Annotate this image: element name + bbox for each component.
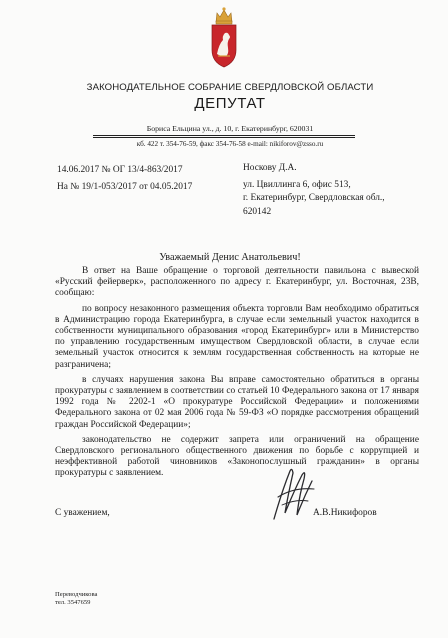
recipient-block bbox=[243, 162, 433, 219]
salutation: Уважаемый Денис Анатольевич! bbox=[159, 252, 301, 263]
body-paragraph: в случаях нарушения закона Вы вправе самостоятельно обратиться в органы прокуратуры с заявлением в соответствии со статьей 10 Федерального закона от 17 января 1992 года № 2202-1 «О прокуратуре Российской Федерации» и положениями Федерального закона от 02 мая 2006 года № 59-ФЗ «О порядке рассмотрения обращений граждан Российской Федерации»; bbox=[55, 374, 419, 430]
body-paragraph: В ответ на Ваше обращение о торговой деятельности павильона с вывеской «Русский фейерверк», расположенного по адресу г. Екатеринбург, ул. Восточная, 23В, сообщаю: bbox=[55, 266, 419, 299]
document-title: ДЕПУТАТ bbox=[194, 95, 266, 112]
registration-block bbox=[57, 162, 192, 196]
signer-name: А.В.Никифоров bbox=[313, 508, 377, 518]
sender-contacts: кб. 422 т. 354-76-59, факс 354-76-58 e-mail: nikiforov@zsso.ru bbox=[136, 140, 324, 148]
body-paragraph: по вопросу незаконного размещения объекта торговли Вам необходимо обратиться в Администрацию города Екатеринбурга, в случае если земельный участок находится в собственности муниципального образования «город Екатеринбург» или в Министерство по управлению государственным имуществом Свердловской области, в случае если земельный участок относится к землям государственная собственность на которые не разграничена; bbox=[55, 303, 419, 370]
header-divider bbox=[93, 135, 355, 136]
executor-name: Переводчикова bbox=[55, 591, 98, 598]
outgoing-number: 14.06.2017 № ОГ 13/4-863/2017 bbox=[57, 165, 183, 175]
recipient-name: Носкову Д.А. bbox=[243, 163, 297, 173]
sender-address: Бориса Ельцина ул., д. 10, г. Екатеринбург, 620031 bbox=[146, 124, 314, 133]
body-paragraph: законодательство не содержит запрета или ограничений на обращение Свердловского регионального общественного движения по борьбе с коррупцией и неэффективной работой чиновников «Законопослушный гражданин» в органы прокуратуры с заявлением. bbox=[55, 434, 419, 479]
executor-block bbox=[55, 591, 97, 608]
closing-phrase: С уважением, bbox=[55, 508, 110, 518]
incoming-reference: На № 19/1-053/2017 от 04.05.2017 bbox=[57, 182, 193, 192]
coat-of-arms-icon bbox=[206, 4, 242, 72]
executor-phone: тел. 3547659 bbox=[55, 599, 91, 607]
organization-name: ЗАКОНОДАТЕЛЬНОЕ СОБРАНИЕ СВЕРДЛОВСКОЙ ОБЛАСТИ bbox=[86, 82, 374, 93]
handwritten-signature bbox=[268, 461, 320, 529]
header-divider-secondary bbox=[93, 137, 355, 138]
letter-body bbox=[55, 266, 419, 481]
recipient-address-line: ул. Цвиллинга 6, офис 513, bbox=[243, 179, 351, 190]
recipient-address-line: 620142 bbox=[243, 206, 272, 217]
recipient-address-line: г. Екатеринбург, Свердловская обл., bbox=[243, 193, 385, 204]
